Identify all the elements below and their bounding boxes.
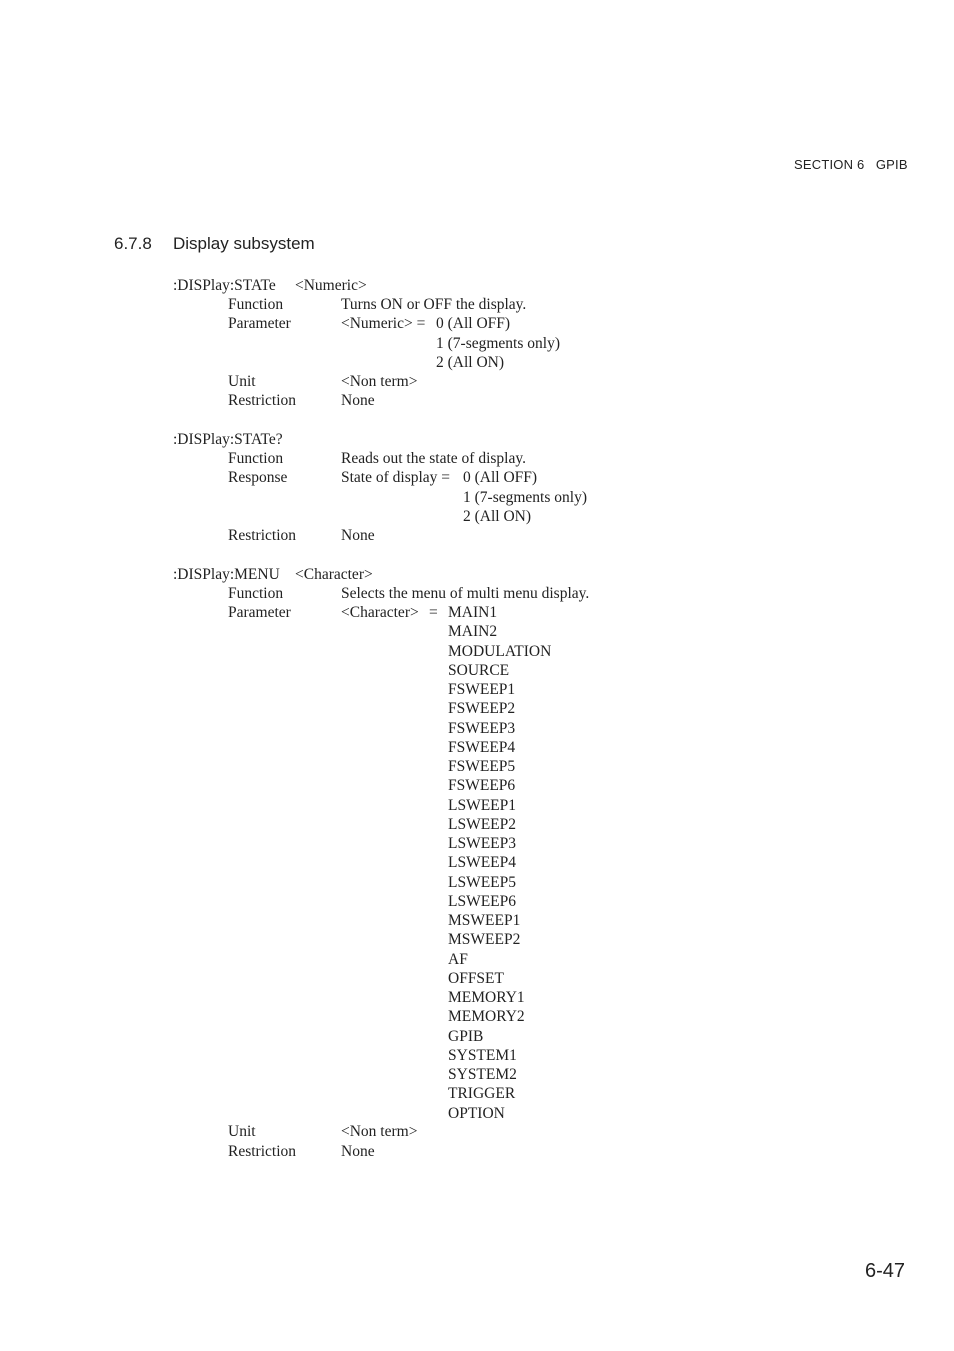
command-name: :DISPlay:STATe? (173, 431, 283, 448)
running-header (794, 157, 908, 172)
menu-value-item: LSWEEP1 (448, 796, 517, 814)
command-name: :DISPlay:STATe (173, 277, 276, 294)
command-arg: <Numeric> (295, 277, 367, 294)
menu-value-item: LSWEEP2 (448, 815, 517, 833)
menu-value-item: SOURCE (448, 661, 510, 679)
menu-value-item: FSWEEP1 (448, 681, 516, 698)
unit-text: <Non term> (341, 1123, 418, 1140)
menu-value-item: SYSTEM1 (448, 1046, 517, 1064)
command-arg: <Character> (295, 566, 373, 583)
menu-value-item: MODULATION (448, 642, 552, 660)
field-label: Function (228, 450, 284, 467)
menu-value-item: FSWEEP2 (448, 700, 516, 718)
header-topic: GPIB (875, 157, 908, 172)
menu-value-item: LSWEEP3 (448, 835, 517, 852)
menu-value-item: FSWEEP3 (448, 719, 516, 737)
restriction-text: None (341, 527, 375, 544)
header-section: SECTION 6 (794, 157, 865, 172)
page-number: 6-47 (865, 1260, 906, 1282)
menu-value-item: GPIB (448, 1027, 484, 1045)
response-lhs: State of display = (341, 469, 451, 486)
menu-value-item: MEMORY2 (448, 1008, 525, 1026)
field-label: Response (228, 469, 288, 486)
value-item: 1 (7-segments only) (436, 335, 560, 352)
menu-value-item: FSWEEP5 (448, 758, 516, 775)
menu-value-item: LSWEEP4 (448, 854, 517, 872)
field-label: Function (228, 296, 284, 313)
field-label: Restriction (228, 1143, 297, 1160)
command-name: :DISPlay:MENU (173, 566, 280, 583)
unit-text: <Non term> (341, 373, 418, 390)
menu-value-item: OPTION (448, 1104, 505, 1122)
menu-value-item: LSWEEP6 (448, 892, 517, 910)
param-equals: = (429, 604, 438, 621)
function-text: Selects the menu of multi menu display. (341, 585, 590, 602)
value-item: 0 (All OFF) (463, 469, 538, 486)
menu-value-item: AF (448, 950, 468, 968)
section-title: Display subsystem (173, 234, 315, 253)
restriction-text: None (341, 1143, 375, 1160)
field-label: Function (228, 585, 284, 602)
menu-value-item: MAIN2 (448, 623, 498, 641)
value-item: 2 (All ON) (436, 354, 505, 371)
field-label: Restriction (228, 527, 297, 544)
field-label: Unit (228, 373, 256, 390)
menu-value-item: SYSTEM2 (448, 1066, 517, 1083)
function-text: Reads out the state of display. (341, 450, 526, 467)
field-label: Parameter (228, 604, 291, 621)
function-text: Turns ON or OFF the display. (341, 296, 527, 313)
param-lhs: <Numeric> = (341, 315, 426, 332)
field-label: Unit (228, 1123, 256, 1140)
menu-value-item: MSWEEP2 (448, 931, 521, 949)
menu-value-item: FSWEEP4 (448, 738, 516, 756)
menu-value-item: OFFSET (448, 969, 504, 987)
menu-value-item: FSWEEP6 (448, 777, 516, 795)
value-item: 1 (7-segments only) (463, 489, 587, 506)
field-label: Restriction (228, 392, 297, 409)
section-number: 6.7.8 (114, 234, 152, 253)
param-lhs: <Character> (341, 604, 419, 621)
menu-value-item: MEMORY1 (448, 989, 525, 1006)
menu-value-item: TRIGGER (448, 1085, 516, 1103)
field-label: Parameter (228, 315, 291, 332)
menu-value-item: MSWEEP1 (448, 912, 521, 929)
menu-value-item: MAIN1 (448, 604, 498, 621)
restriction-text: None (341, 392, 375, 409)
value-item: 2 (All ON) (463, 508, 532, 525)
menu-value-item: LSWEEP5 (448, 873, 517, 891)
value-item: 0 (All OFF) (436, 315, 511, 332)
